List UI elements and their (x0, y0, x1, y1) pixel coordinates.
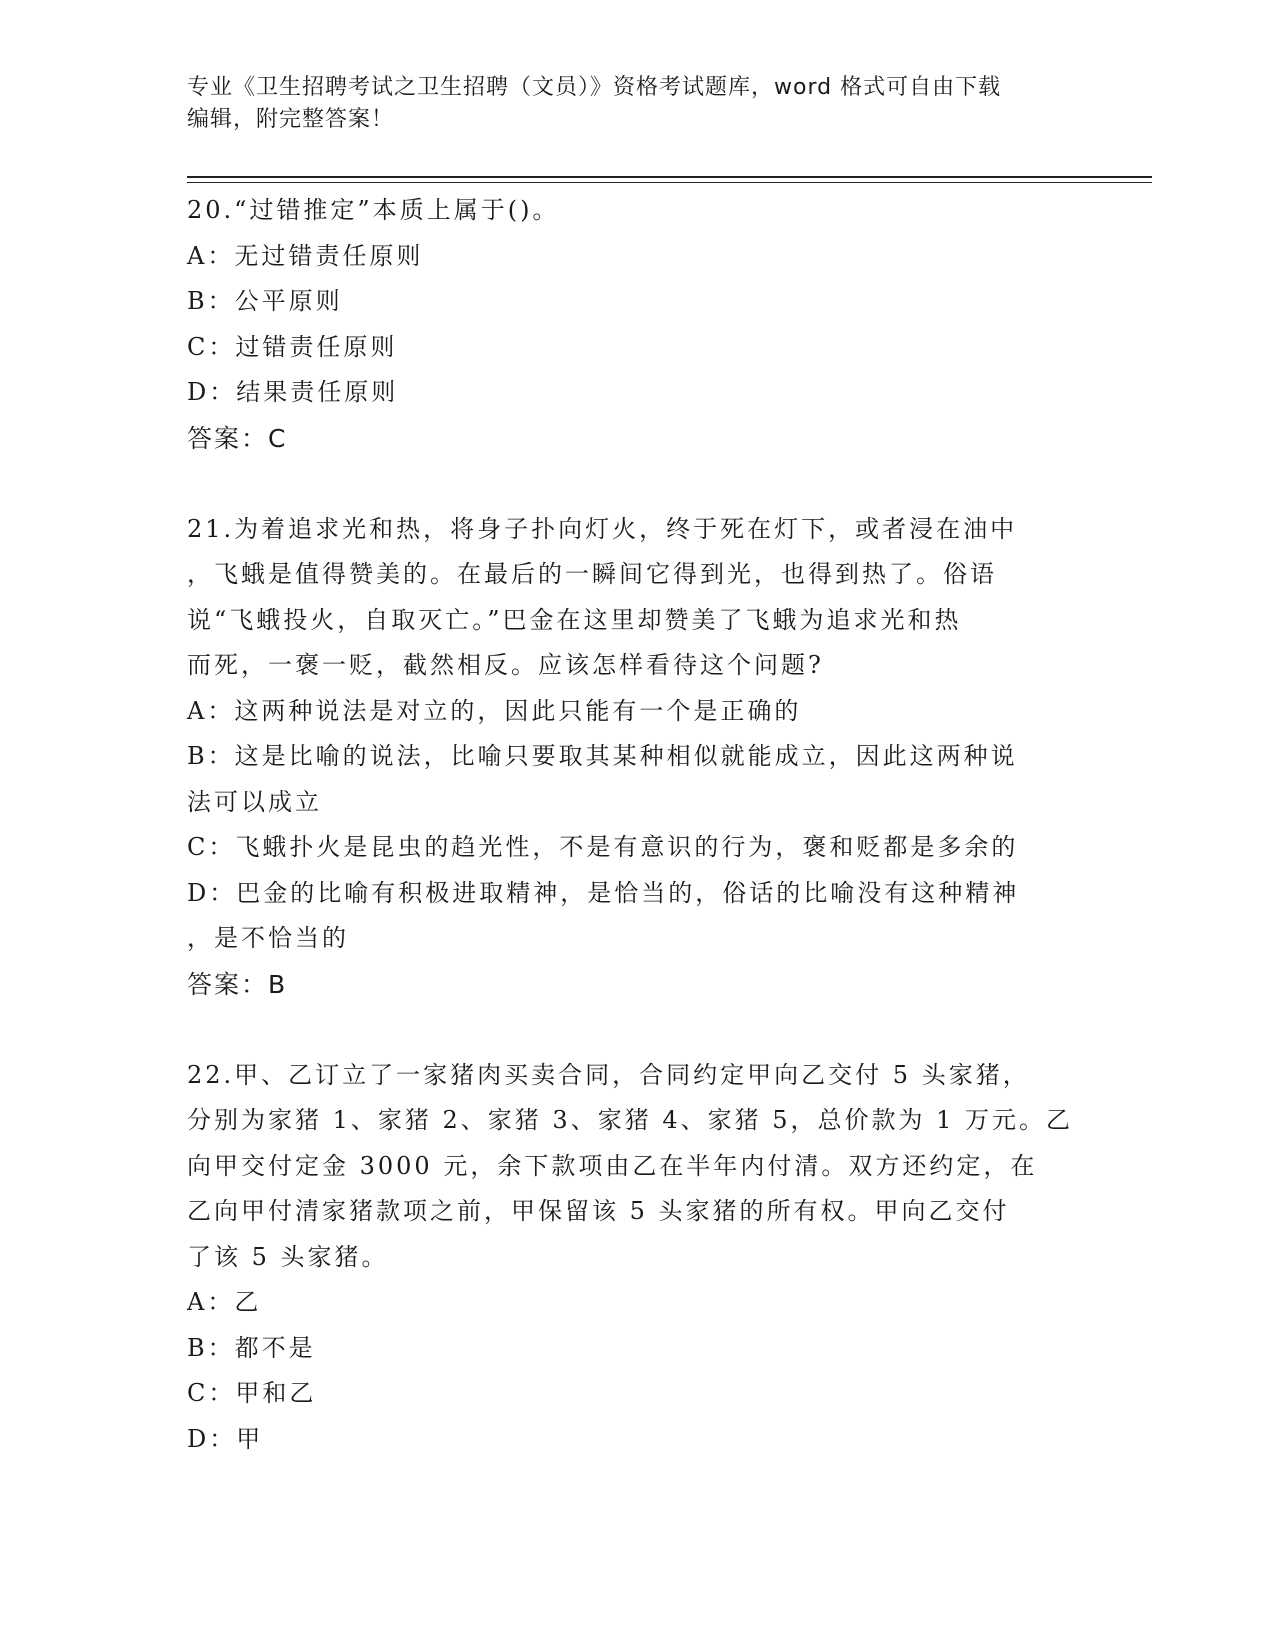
answer-line: 答案：C (187, 423, 288, 453)
header-rule-thin (187, 182, 1152, 183)
question-stem: 乙向甲付清家猪款项之前，甲保留该 5 头家猪的所有权。甲向乙交付 (187, 1197, 1010, 1225)
header-rule-thick (187, 176, 1152, 178)
question-22 (187, 1053, 1077, 1463)
question-stem: 而死，一褒一贬，截然相反。应该怎样看待这个问题? (187, 651, 824, 679)
question-stem: 分别为家猪 1、家猪 2、家猪 3、家猪 4、家猪 5，总价款为 1 万元。乙 (187, 1106, 1074, 1134)
question-stem: 说“飞蛾投火，自取灭亡。”巴金在这里却赞美了飞蛾为追求光和热 (187, 605, 962, 634)
option-a: A：无过错责任原则 (187, 241, 424, 270)
question-stem: ，飞蛾是值得赞美的。在最后的一瞬间它得到光，也得到热了。俗语 (187, 560, 997, 588)
option-b: B：公平原则 (187, 287, 343, 315)
question-stem: 21.为着追求光和热，将身子扑向灯火，终于死在灯下，或者浸在油中 (187, 514, 1018, 543)
option-d: D：甲 (187, 1424, 264, 1453)
answer-line: 答案：B (187, 969, 288, 999)
question-21 (187, 507, 1077, 1008)
question-stem: 22.甲、乙订立了一家猪肉买卖合同，合同约定甲向乙交付 5 头家猪， (187, 1060, 1030, 1089)
question-list (187, 188, 1077, 1462)
question-gap (187, 461, 1077, 507)
option-d: D：巴金的比喻有积极进取精神，是恰当的，俗话的比喻没有这种精神 (187, 878, 1020, 907)
option-a: A：乙 (187, 1288, 262, 1316)
option-b-continued: 法可以成立 (187, 787, 322, 816)
option-c: C：飞蛾扑火是昆虫的趋光性，不是有意识的行为，褒和贬都是多余的 (187, 833, 1019, 861)
question-gap (187, 1007, 1077, 1053)
question-stem: 20.“过错推定”本质上属于()。 (187, 196, 560, 224)
option-c: C：甲和乙 (187, 1379, 317, 1407)
option-b: B：都不是 (187, 1333, 316, 1362)
option-c: C：过错责任原则 (187, 332, 398, 361)
question-stem: 了该 5 头家猪。 (187, 1242, 389, 1271)
option-d: D：结果责任原则 (187, 378, 399, 406)
option-d-continued: ，是不恰当的 (187, 924, 349, 952)
question-stem: 向甲交付定金 3000 元，余下款项由乙在半年内付清。双方还约定，在 (187, 1151, 1038, 1180)
option-b: B：这是比喻的说法，比喻只要取其某种相似就能成立，因此这两种说 (187, 742, 1018, 770)
question-20 (187, 188, 1077, 461)
option-a: A：这两种说法是对立的，因此只能有一个是正确的 (187, 696, 802, 725)
document-header: 专业《卫生招聘考试之卫生招聘（文员）》资格考试题库，word 格式可自由下载 编辑，附完整答案！ (187, 75, 1002, 132)
